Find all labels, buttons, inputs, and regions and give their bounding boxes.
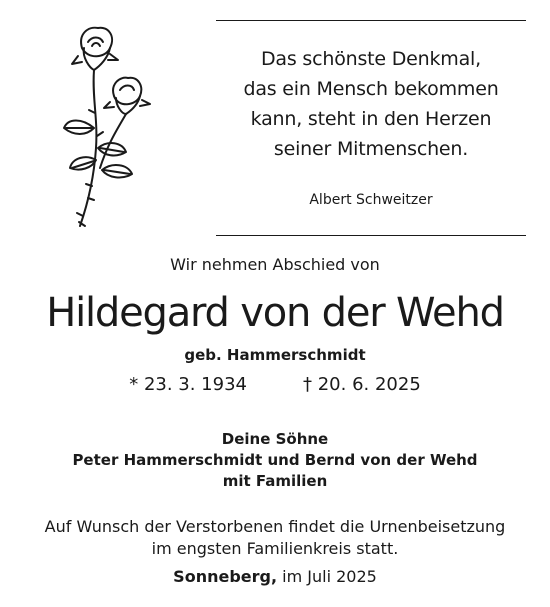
place-name: Sonneberg, (173, 567, 278, 586)
quote-line: Das schönste Denkmal, (261, 48, 481, 70)
place-and-date (0, 566, 550, 588)
quote-line: das ein Mensch bekommen (243, 78, 499, 100)
notice-line: Auf Wunsch der Verstorbenen findet die Urnenbeisetzung (44, 517, 506, 536)
rose-icon (48, 18, 166, 238)
notice-line: im engsten Familienkreis statt. (151, 539, 399, 558)
mourner-line: Deine Söhne (221, 430, 329, 448)
burial-notice (0, 516, 550, 560)
deceased-name: Hildegard von der Wehd (46, 290, 504, 336)
bottom-divider (216, 235, 526, 236)
birth-name: geb. Hammerschmidt (184, 346, 366, 364)
farewell-intro: Wir nehmen Abschied von (170, 255, 380, 274)
quote-author: Albert Schweitzer (309, 192, 433, 208)
quote-line: seiner Mitmenschen. (273, 138, 469, 160)
top-divider (216, 20, 526, 21)
life-dates (0, 372, 550, 398)
quote-line: kann, steht in den Herzen (250, 108, 492, 130)
mourners (0, 429, 550, 492)
quote-text (216, 44, 526, 164)
mourner-line: mit Familien (222, 472, 328, 490)
mourner-line: Peter Hammerschmidt und Bernd von der Wehd (72, 451, 478, 469)
death-date: † 20. 6. 2025 (303, 374, 421, 395)
birth-date: * 23. 3. 1934 (129, 374, 247, 395)
announcement-date: im Juli 2025 (282, 567, 377, 586)
